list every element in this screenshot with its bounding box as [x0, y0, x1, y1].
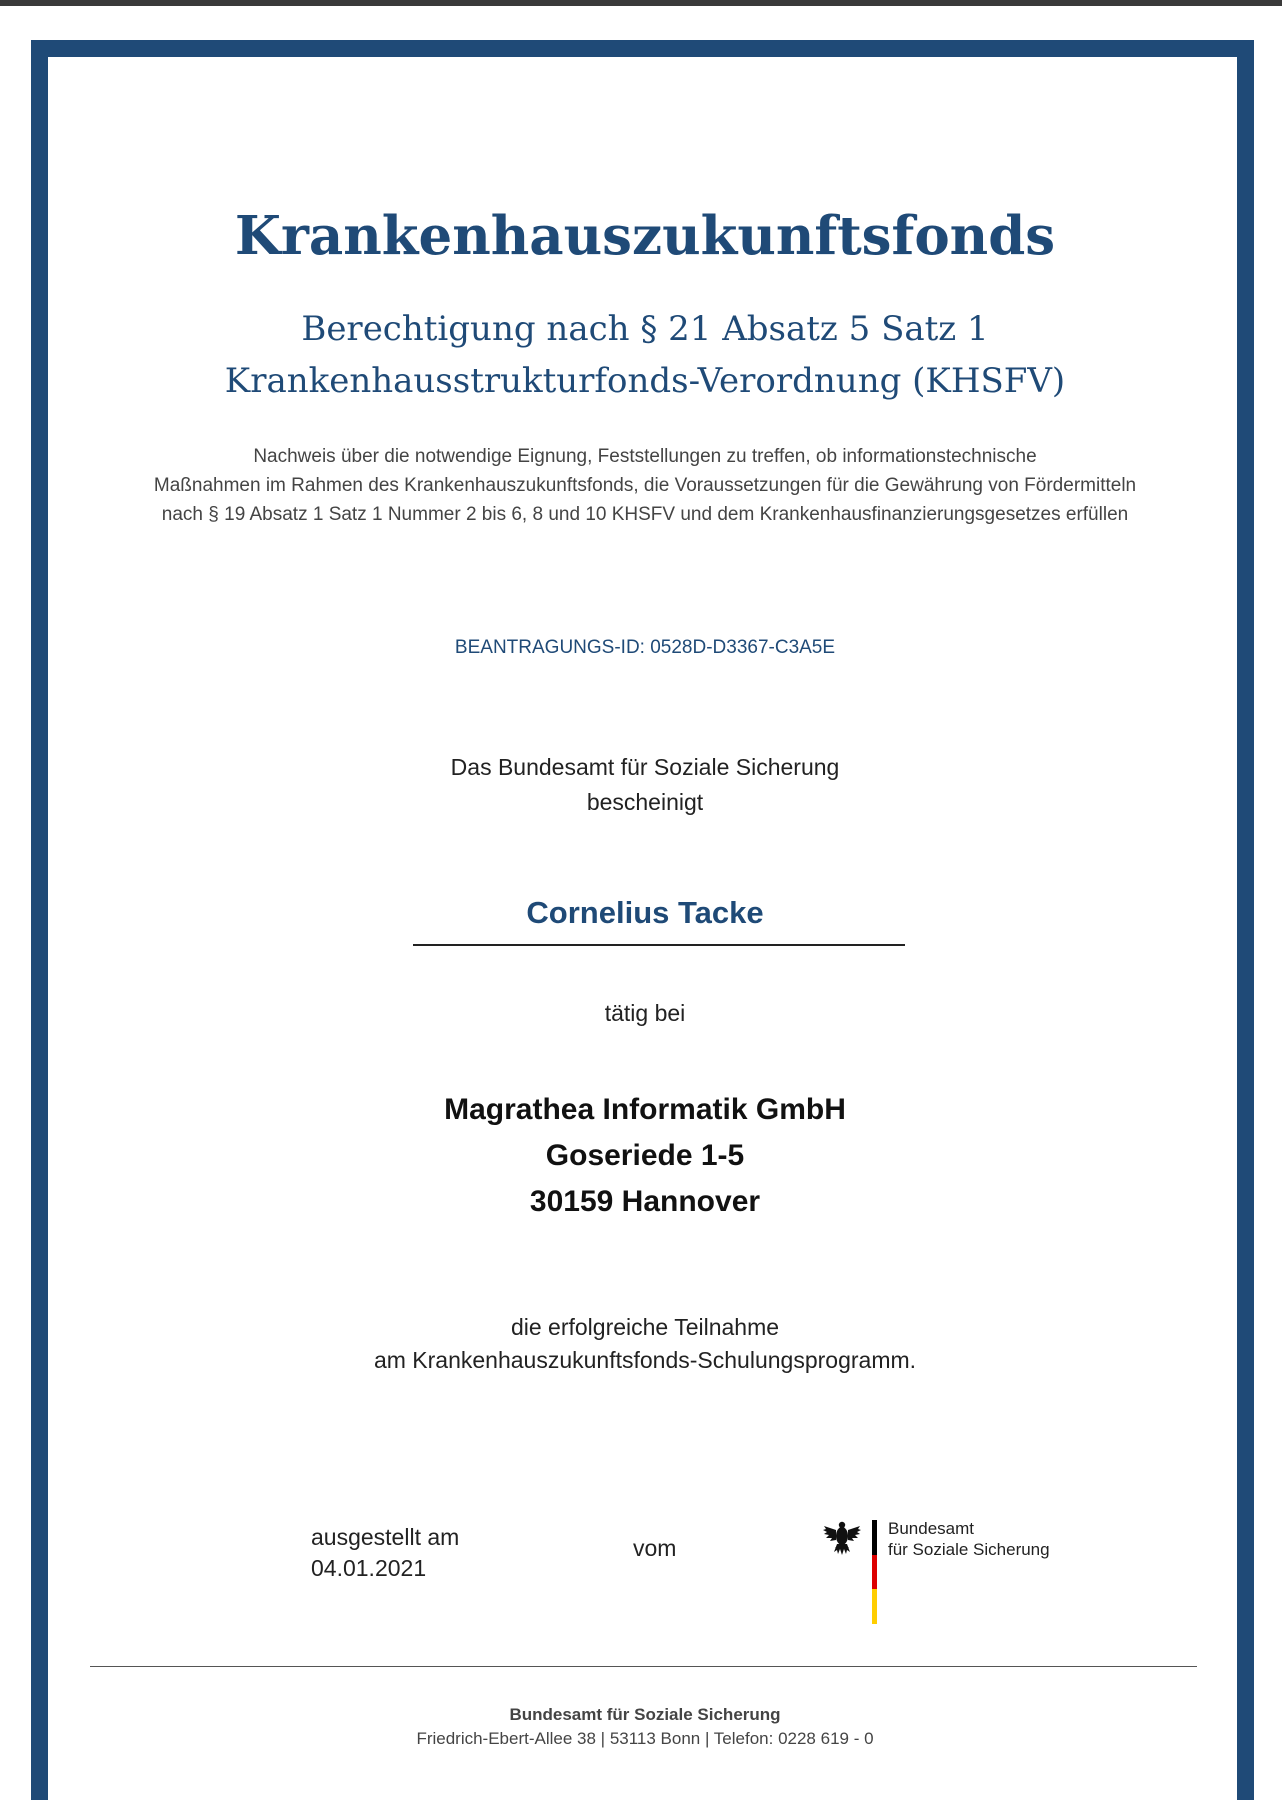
top-window-strip [0, 0, 1282, 6]
bas-logo [820, 1518, 1060, 1628]
description-line3: nach § 19 Absatz 1 Satz 1 Nummer 2 bis 6, 8 und 10 KHSFV und dem Krankenhausfinanzierungsgesetzes erfüllen [161, 504, 1129, 525]
works-at-label: tätig bei [604, 1000, 686, 1026]
logo-org-line1: Bundesamt [888, 1519, 974, 1538]
certificate-subtitle-line2: Krankenhausstrukturfonds-Verordnung (KHSFV) [224, 361, 1066, 401]
certificate-subtitle-line1: Berechtigung nach § 21 Absatz 5 Satz 1 [301, 309, 989, 349]
company-name: Magrathea Informatik GmbH [444, 1093, 846, 1126]
flag-red-stripe [872, 1555, 877, 1590]
certificate-title: Krankenhauszukunftsfonds [234, 205, 1056, 267]
name-underline [413, 944, 905, 946]
description-line1: Nachweis über die notwendige Eignung, Feststellungen zu treffen, ob informationstechnische [253, 446, 1037, 467]
issuer-line2: bescheinigt [586, 789, 704, 815]
footer-org: Bundesamt für Soziale Sicherung [509, 1705, 781, 1724]
completion-line1: die erfolgreiche Teilnahme [510, 1314, 780, 1340]
issued-date: 04.01.2021 [311, 1555, 427, 1581]
from-label: vom [633, 1535, 677, 1561]
issued-label: ausgestellt am [311, 1524, 460, 1550]
federal-eagle-icon [822, 1520, 862, 1558]
person-name: Cornelius Tacke [526, 895, 764, 930]
flag-gold-stripe [872, 1589, 877, 1624]
issuer-line1: Das Bundesamt für Soziale Sicherung [450, 754, 840, 780]
application-id: BEANTRAGUNGS-ID: 0528D-D3367-C3A5E [454, 637, 836, 658]
logo-org-line2: für Soziale Sicherung [888, 1540, 1050, 1559]
flag-black-stripe [872, 1520, 877, 1555]
german-flag-bar [872, 1520, 877, 1624]
footer-divider [90, 1666, 1197, 1667]
completion-line2: am Krankenhauszukunftsfonds-Schulungsprogramm. [373, 1347, 917, 1373]
footer-address: Friedrich-Ebert-Allee 38 | 53113 Bonn | Telefon: 0228 619 - 0 [416, 1729, 874, 1748]
company-street: Goseriede 1-5 [545, 1139, 745, 1172]
company-city: 30159 Hannover [529, 1185, 761, 1218]
description-line2: Maßnahmen im Rahmen des Krankenhauszukunftsfonds, die Voraussetzungen für die Gewährung von Fördermitteln [153, 475, 1137, 496]
